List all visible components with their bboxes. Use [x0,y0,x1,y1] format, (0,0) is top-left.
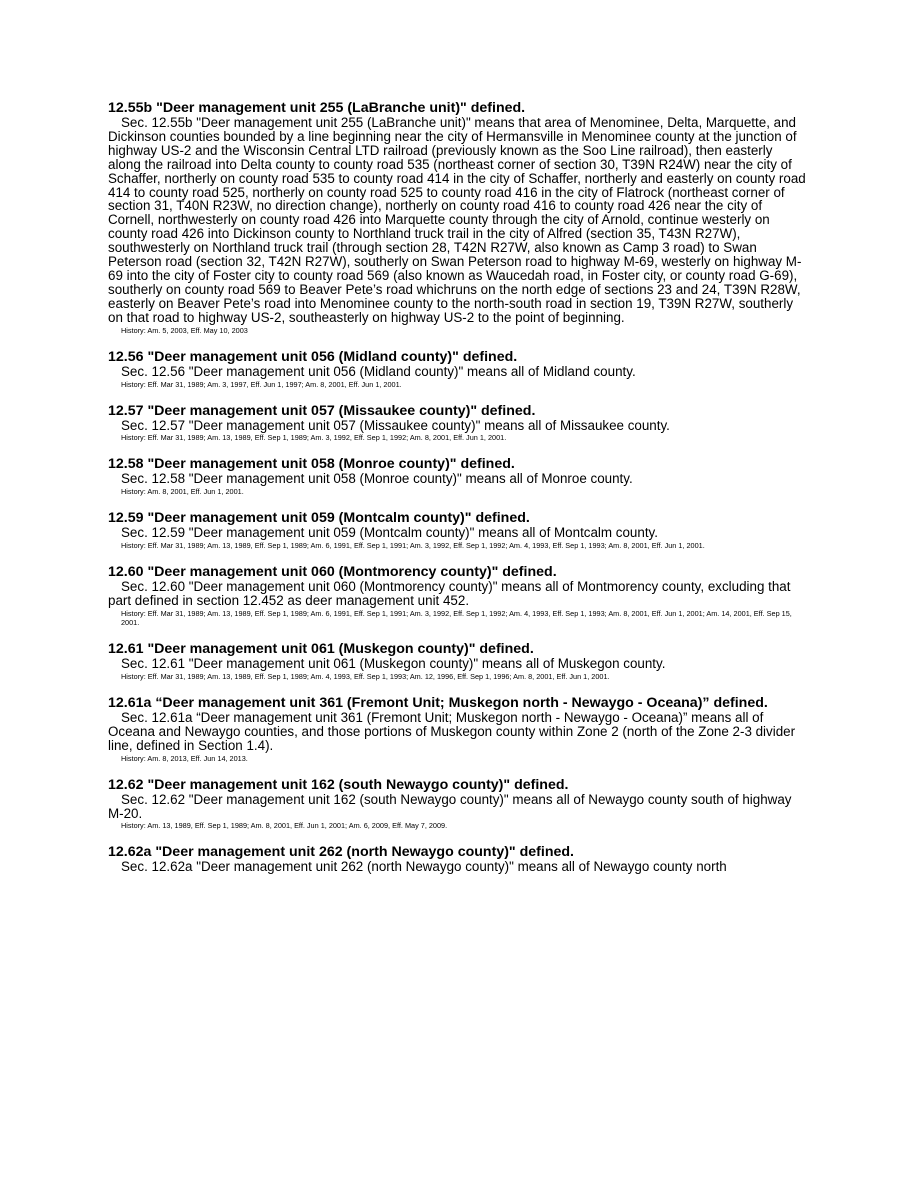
section-heading: 12.59 "Deer management unit 059 (Montcalm county)" defined. [108,510,530,527]
section-12-58 [108,456,808,496]
section-body: Sec. 12.61 "Deer management unit 061 (Muskegon county)" means all of Muskegon county. [121,656,666,672]
section-body: Sec. 12.57 "Deer management unit 057 (Missaukee county)" means all of Missaukee county. [121,417,670,433]
section-12-59 [108,510,808,550]
section-body: Sec. 12.61a “Deer management unit 361 (Fremont Unit; Muskegon north - Newaygo - Oceana)” means all of Oceana and Newaygo counties, and those portions of Muskegon county within Zone 2 (north of the Zone 2-3 divider line, defined in Section 1.4). [108,709,796,753]
section-heading: 12.58 "Deer management unit 058 (Monroe county)" defined. [108,456,515,473]
section-12-62 [108,777,808,831]
section-body: Sec. 12.62a "Deer management unit 262 (north Newaygo county)" means all of Newaygo county north [121,859,727,875]
section-body: Sec. 12.55b "Deer management unit 255 (LaBranche unit)" means that area of Menominee, Delta, Marquette, and Dickinson counties bounded by a line beginning near the city of Hermansville in Menominee county at the junction of highway US-2 and the Wisconsin Central LTD railroad (previously known as the Soo Line railroad), then easterly along the railroad into Delta county to county road 535 (northeast corner of section 30, T39N R24W) near the city of Schaffer, northerly on county road 535 to county road 414 in the city of Schaffer, northerly and easterly on county road 414 to county road 525, northerly on county road 525 to county road 416 in the city of Flatrock (northeast corner of section 31, T40N R23W, no direction change), northerly on county road 416 to county road 426 near the city of Cornell, northwesterly on county road 426 into Marquette county through the city of Arnold, continue westerly on county road 426 into Dickinson county to Northland truck trail in the city of Alfred (section 35, T43N R27W), southwesterly on Northland truck trail (through section 28, T42N R27W, also known as Camp 3 road) to Swan Peterson road (section 32, T42N R27W), southerly on Swan Peterson road to highway M-69, westerly on highway M-69 into the city of Foster city to county road 569 (also known as Waucedah road, in Foster city, or county road G-69), southerly on county road 569 to Beaver Pete’s road whichruns on the north edge of sections 23 and 24, T39N R28W, easterly on Beaver Pete’s road into Menominee county to the north-south road in section 19, T39N R27W, southerly on that road to highway US-2, southeasterly on highway US-2 to the point of beginning. [108,115,806,325]
document-page [108,100,808,888]
section-heading: 12.60 "Deer management unit 060 (Montmorency county)" defined. [108,564,557,581]
section-heading: 12.61 "Deer management unit 061 (Muskegon county)" defined. [108,641,534,658]
section-history: History: Am. 5, 2003, Eff. May 10, 2003 [121,325,248,335]
section-history: History: Eff. Mar 31, 1989; Am. 13, 1989, Eff. Sep 1, 1989; Am. 6, 1991, Eff. Sep 1, 1991; Am. 3, 1992, Eff. Sep 1, 1992; Am. 4, 1993, Eff. Sep 1, 1993; Am. 8, 2001, Eff. Jun 1, 2001. [121,541,705,551]
section-history: History: Am. 13, 1989, Eff. Sep 1, 1989; Am. 8, 2001, Eff. Jun 1, 2001; Am. 6, 2009, Eff. May 7, 2009. [121,821,448,831]
section-12-60 [108,564,808,627]
section-heading: 12.61a “Deer management unit 361 (Fremont Unit; Muskegon north - Newaygo - Oceana)” defined. [108,694,768,711]
section-body: Sec. 12.59 "Deer management unit 059 (Montcalm county)" means all of Montcalm county. [121,525,658,541]
section-heading: 12.57 "Deer management unit 057 (Missaukee county)" defined. [108,402,536,419]
section-heading: 12.62 "Deer management unit 162 (south Newaygo county)" defined. [108,776,569,793]
section-history: History: Am. 8, 2001, Eff. Jun 1, 2001. [121,487,244,497]
section-12-55b [108,100,808,335]
section-12-61 [108,641,808,681]
section-12-56 [108,349,808,389]
section-body: Sec. 12.60 "Deer management unit 060 (Montmorency county)" means all of Montmorency county, excluding that part defined in section 12.452 as deer management unit 452. [108,579,791,609]
section-history: History: Am. 8, 2013, Eff. Jun 14, 2013. [121,753,248,763]
section-12-57 [108,403,808,443]
section-body: Sec. 12.62 "Deer management unit 162 (south Newaygo county)" means all of Newaygo county south of highway M-20. [108,791,792,821]
section-heading: 12.56 "Deer management unit 056 (Midland county)" defined. [108,348,518,365]
section-history: History: Eff. Mar 31, 1989; Am. 13, 1989, Eff. Sep 1, 1989; Am. 6, 1991, Eff. Sep 1, 1991; Am. 3, 1992, Eff. Sep 1, 1992; Am. 4, 1993, Eff. Sep 1, 1993; Am. 8, 2001, Eff. Jun 1, 2001; Am. 14, 2001, Eff. Sep 15, 2001. [121,609,792,628]
section-12-61a [108,695,808,763]
section-12-62a [108,844,808,874]
section-history: History: Eff. Mar 31, 1989; Am. 3, 1997, Eff. Jun 1, 1997; Am. 8, 2001, Eff. Jun 1, 2001. [121,379,402,389]
section-body: Sec. 12.56 "Deer management unit 056 (Midland county)" means all of Midland county. [121,363,636,379]
section-heading: 12.55b "Deer management unit 255 (LaBranche unit)" defined. [108,100,526,116]
section-history: History: Eff. Mar 31, 1989; Am. 13, 1989, Eff. Sep 1, 1989; Am. 4, 1993, Eff. Sep 1, 1993; Am. 12, 1996, Eff. Sep 1, 1996; Am. 8, 2001, Eff. Jun 1, 2001. [121,671,610,681]
section-heading: 12.62a "Deer management unit 262 (north Newaygo county)" defined. [108,844,574,861]
section-history: History: Eff. Mar 31, 1989; Am. 13, 1989, Eff. Sep 1, 1989; Am. 3, 1992, Eff. Sep 1, 1992; Am. 8, 2001, Eff. Jun 1, 2001. [121,433,507,443]
section-body: Sec. 12.58 "Deer management unit 058 (Monroe county)" means all of Monroe county. [121,471,633,487]
